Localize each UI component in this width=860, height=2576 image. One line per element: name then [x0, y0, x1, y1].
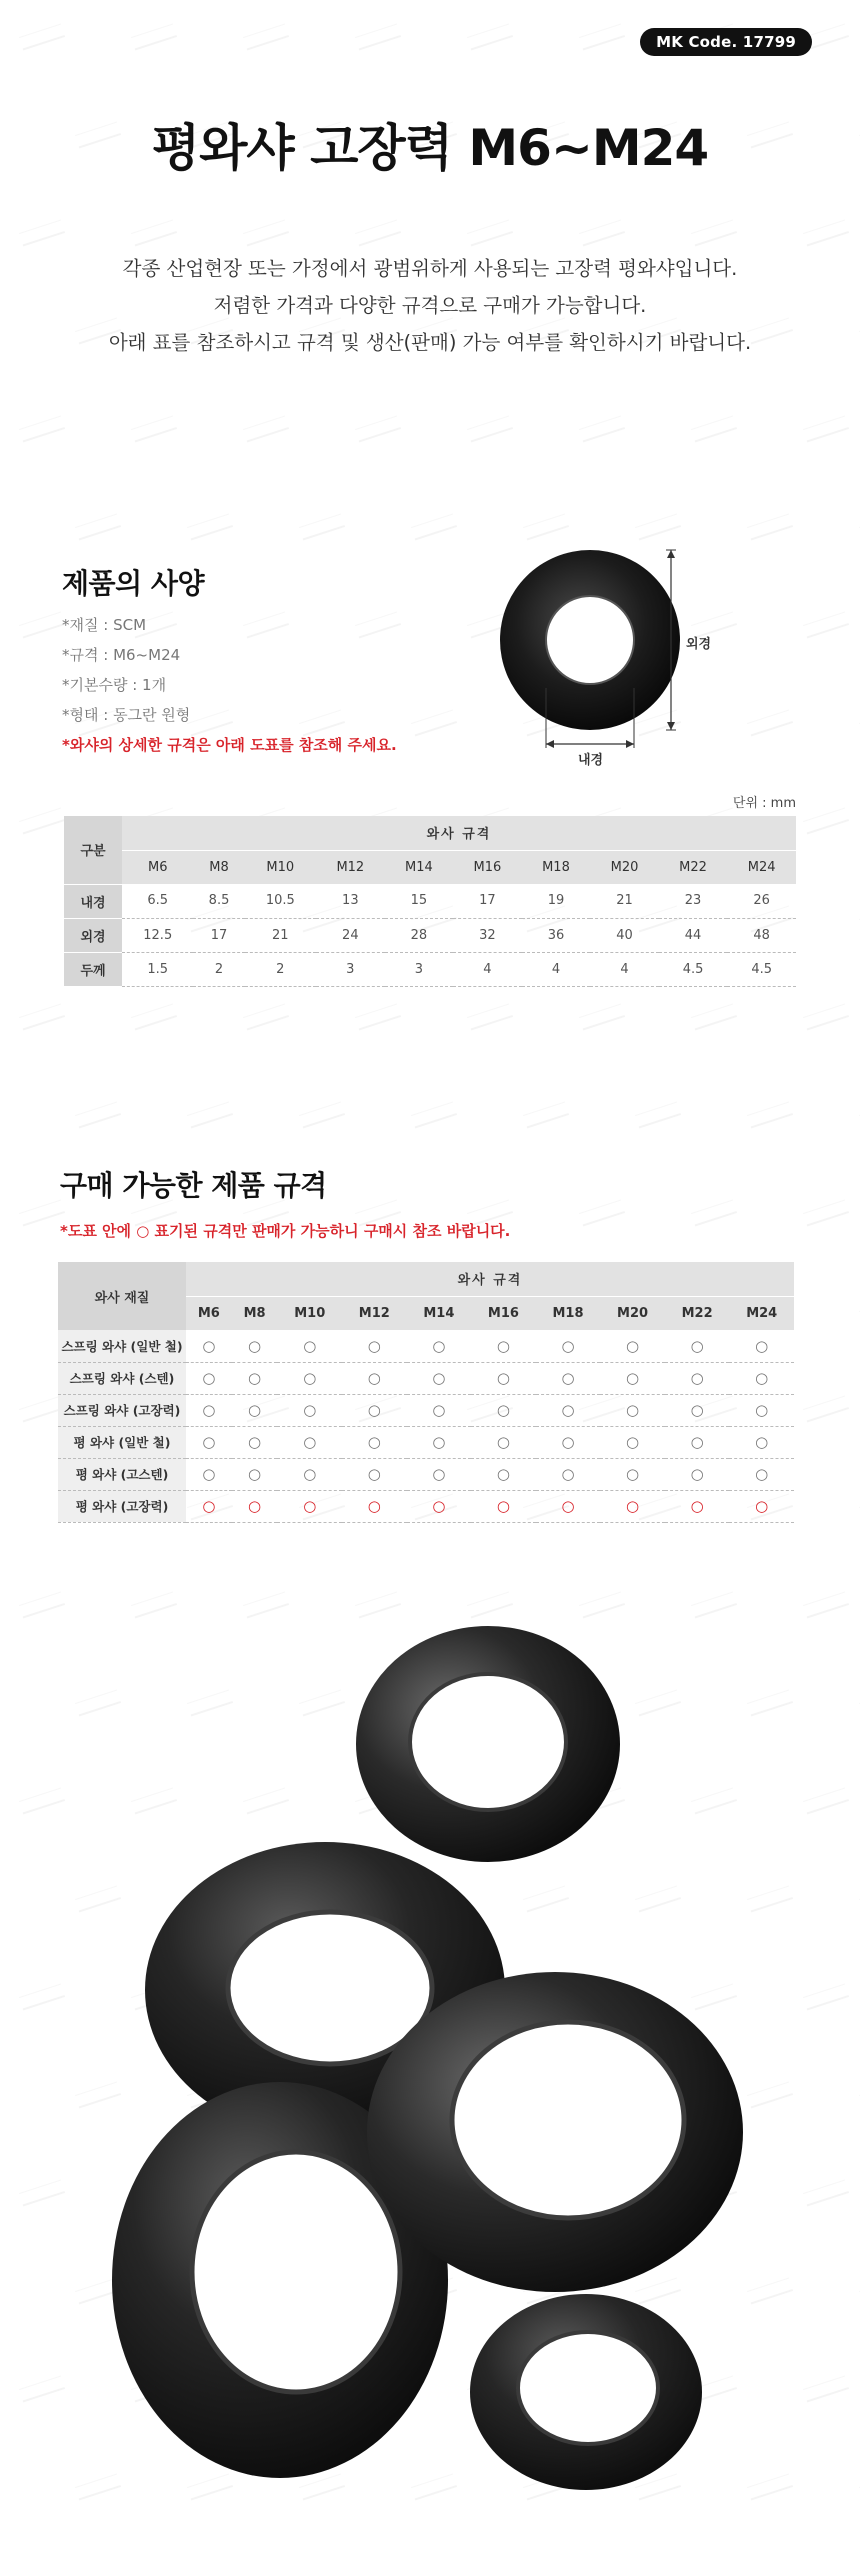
availability-mark: ○ [665, 1426, 730, 1458]
avail-size-header: M12 [342, 1296, 407, 1330]
spec-cell: 32 [453, 918, 522, 952]
watermark-mark [747, 1886, 793, 1913]
availability-mark: ○ [471, 1362, 536, 1394]
availability-mark: ○ [407, 1394, 472, 1426]
intro-line: 각종 산업현장 또는 가정에서 광범위하게 사용되는 고장력 평와샤입니다. [122, 257, 738, 280]
availability-mark: ○ [729, 1394, 794, 1426]
spec-cell: 3 [316, 952, 385, 986]
intro-line: 아래 표를 참조하시고 규격 및 생산(판매) 가능 여부를 확인하시기 바랍니다. [108, 331, 752, 354]
availability-mark: ○ [471, 1330, 536, 1362]
availability-mark: ○ [277, 1330, 342, 1362]
watermark-mark [523, 514, 569, 541]
availability-mark: ○ [536, 1362, 601, 1394]
spec-table-row [64, 952, 796, 986]
watermark-mark [579, 1200, 625, 1227]
availability-mark: ○ [600, 1426, 665, 1458]
watermark-mark [19, 2376, 65, 2403]
availability-mark: ○ [471, 1458, 536, 1490]
watermark-mark [635, 514, 681, 541]
spec-size-header: M22 [659, 850, 728, 884]
availability-mark: ○ [471, 1426, 536, 1458]
avail-table-row [58, 1426, 794, 1458]
spec-section-title: 제품의 사양 [62, 567, 204, 600]
avail-table-row [58, 1362, 794, 1394]
spec-cell: 17 [453, 884, 522, 918]
availability-mark: ○ [600, 1490, 665, 1522]
spec-cell: 4 [590, 952, 659, 986]
watermark-mark [803, 2376, 849, 2403]
watermark-mark [19, 1200, 65, 1227]
spec-cell: 8.5 [193, 884, 244, 918]
watermark-mark [243, 24, 289, 51]
watermark-mark [131, 1004, 177, 1031]
spec-size-header: M18 [522, 850, 591, 884]
availability-mark: ○ [277, 1362, 342, 1394]
spec-table-row [64, 918, 796, 952]
spec-cell: 10.5 [245, 884, 316, 918]
spec-item: *형태 : 동그란 원형 [62, 706, 191, 724]
spec-cell: 3 [385, 952, 454, 986]
availability-mark: ○ [277, 1426, 342, 1458]
avail-size-header: M24 [729, 1296, 794, 1330]
avail-size-header: M18 [536, 1296, 601, 1330]
watermark-mark [19, 1592, 65, 1619]
watermark-mark [635, 1102, 681, 1129]
watermark-mark [803, 2180, 849, 2207]
spec-cell: 19 [522, 884, 591, 918]
avail-row-label: 스프링 와샤 (고장력) [58, 1394, 186, 1426]
watermark-mark [803, 1396, 849, 1423]
watermark-mark [75, 514, 121, 541]
mk-code-badge: MK Code. 17799 [640, 28, 812, 56]
availability-mark: ○ [729, 1362, 794, 1394]
availability-mark: ○ [536, 1330, 601, 1362]
watermark-mark [187, 514, 233, 541]
watermark-mark [19, 220, 65, 247]
watermark-mark [19, 1984, 65, 2011]
spec-cell: 6.5 [122, 884, 193, 918]
availability-mark: ○ [536, 1394, 601, 1426]
availability-mark: ○ [729, 1426, 794, 1458]
spec-row-label: 두께 [64, 952, 122, 986]
avail-size-header: M8 [232, 1296, 278, 1330]
watermark-mark [243, 220, 289, 247]
watermark-mark [19, 808, 65, 835]
spec-cell: 4.5 [727, 952, 796, 986]
spec-cell: 44 [659, 918, 728, 952]
availability-mark: ○ [342, 1362, 407, 1394]
availability-mark: ○ [665, 1394, 730, 1426]
watermark-mark [747, 710, 793, 737]
avail-section-title: 구매 가능한 제품 규격 [60, 1169, 327, 1202]
availability-mark: ○ [536, 1490, 601, 1522]
spec-item: *기본수량 : 1개 [62, 676, 167, 694]
avail-table-row [58, 1330, 794, 1362]
availability-mark: ○ [232, 1426, 278, 1458]
watermark-mark [131, 220, 177, 247]
watermark-mark [803, 1200, 849, 1227]
availability-mark: ○ [232, 1394, 278, 1426]
availability-mark: ○ [232, 1330, 278, 1362]
watermark-mark [19, 24, 65, 51]
availability-mark: ○ [536, 1458, 601, 1490]
watermark-mark [411, 1102, 457, 1129]
avail-size-header: M22 [665, 1296, 730, 1330]
spec-cell: 2 [193, 952, 244, 986]
spec-cell: 21 [245, 918, 316, 952]
watermark-mark [467, 220, 513, 247]
watermark-mark [803, 1788, 849, 1815]
watermark-mark [355, 1004, 401, 1031]
spec-size-header-row [64, 850, 796, 884]
spec-cell: 4.5 [659, 952, 728, 986]
unit-label: 단위 : mm [732, 796, 796, 811]
availability-mark: ○ [232, 1490, 278, 1522]
spec-table-row [64, 884, 796, 918]
availability-mark: ○ [277, 1458, 342, 1490]
availability-mark: ○ [665, 1458, 730, 1490]
inner-diameter-label: 내경 [578, 753, 604, 768]
watermark-mark [579, 24, 625, 51]
availability-mark: ○ [407, 1426, 472, 1458]
avail-table-body [58, 1330, 794, 1522]
watermark-mark [75, 1102, 121, 1129]
watermark-mark [803, 220, 849, 247]
avail-table-group-header: 와사 규격 [186, 1262, 794, 1296]
avail-table-corner: 와사 재질 [58, 1262, 186, 1330]
watermark-mark [691, 220, 737, 247]
availability-mark: ○ [407, 1362, 472, 1394]
avail-row-label: 스프링 와샤 (일반 철) [58, 1330, 186, 1362]
availability-mark: ○ [342, 1426, 407, 1458]
spec-cell: 23 [659, 884, 728, 918]
spec-size-header: M6 [122, 850, 193, 884]
washer-large-right [367, 1972, 743, 2292]
page-title: 평와샤 고장력 M6~M24 [151, 119, 709, 177]
availability-mark: ○ [600, 1362, 665, 1394]
spec-size-header: M16 [453, 850, 522, 884]
watermark-mark [747, 2278, 793, 2305]
washers-product-photo [110, 1520, 750, 2520]
spec-table-body [64, 884, 796, 986]
watermark-mark [691, 1200, 737, 1227]
availability-mark: ○ [729, 1330, 794, 1362]
spec-cell: 28 [385, 918, 454, 952]
watermark-mark [523, 1102, 569, 1129]
availability-mark: ○ [729, 1490, 794, 1522]
spec-cell: 21 [590, 884, 659, 918]
spec-item: *재질 : SCM [62, 616, 147, 634]
watermark-mark [803, 1984, 849, 2011]
watermark-mark [803, 612, 849, 639]
spec-row-label: 외경 [64, 918, 122, 952]
watermark-mark [691, 1004, 737, 1031]
watermark-mark [579, 1004, 625, 1031]
availability-mark: ○ [600, 1458, 665, 1490]
availability-mark: ○ [536, 1426, 601, 1458]
outer-diameter-label: 외경 [686, 637, 712, 652]
watermark-mark [467, 1004, 513, 1031]
availability-table [58, 1262, 794, 1523]
watermark-mark [747, 1102, 793, 1129]
watermark-mark [747, 2082, 793, 2109]
watermark-mark [803, 808, 849, 835]
availability-mark: ○ [600, 1330, 665, 1362]
watermark-mark [19, 2180, 65, 2207]
avail-table-row [58, 1458, 794, 1490]
spec-cell: 40 [590, 918, 659, 952]
availability-mark: ○ [665, 1330, 730, 1362]
watermark-mark [19, 416, 65, 443]
spec-cell: 15 [385, 884, 454, 918]
availability-mark: ○ [471, 1394, 536, 1426]
watermark-mark [467, 24, 513, 51]
watermark-mark [579, 416, 625, 443]
avail-table-row [58, 1394, 794, 1426]
spec-size-header: M24 [727, 850, 796, 884]
spec-size-header: M8 [193, 850, 244, 884]
washer-small [470, 2294, 702, 2490]
availability-mark: ○ [471, 1490, 536, 1522]
availability-mark: ○ [407, 1490, 472, 1522]
spec-size-header: M20 [590, 850, 659, 884]
availability-mark: ○ [186, 1362, 232, 1394]
availability-mark: ○ [342, 1458, 407, 1490]
avail-size-header: M16 [471, 1296, 536, 1330]
availability-mark: ○ [665, 1362, 730, 1394]
watermark-mark [747, 514, 793, 541]
intro-text [0, 250, 860, 361]
intro-line: 저렴한 가격과 다양한 규격으로 구매가 가능합니다. [213, 294, 647, 317]
watermark-mark [467, 416, 513, 443]
washer-medium-top [356, 1626, 620, 1862]
watermark-mark [803, 1592, 849, 1619]
avail-row-label: 평 와샤 (일반 철) [58, 1426, 186, 1458]
availability-mark: ○ [186, 1394, 232, 1426]
avail-note: *도표 안에 ○ 표기된 규격만 판매가 가능하니 구매시 참조 바랍니다. [60, 1222, 511, 1240]
spec-cell: 17 [193, 918, 244, 952]
watermark-mark [579, 220, 625, 247]
availability-mark: ○ [665, 1490, 730, 1522]
spec-cell: 26 [727, 884, 796, 918]
spec-table-group-header: 와사 규격 [122, 816, 796, 850]
availability-mark: ○ [232, 1458, 278, 1490]
availability-mark: ○ [342, 1490, 407, 1522]
spec-cell: 13 [316, 884, 385, 918]
watermark-mark [803, 416, 849, 443]
spec-cell: 12.5 [122, 918, 193, 952]
watermark-mark [355, 24, 401, 51]
spec-cell: 24 [316, 918, 385, 952]
watermark-mark [299, 514, 345, 541]
watermark-mark [19, 1004, 65, 1031]
spec-cell: 4 [522, 952, 591, 986]
availability-mark: ○ [600, 1394, 665, 1426]
watermark-mark [187, 1102, 233, 1129]
availability-mark: ○ [186, 1458, 232, 1490]
watermark-mark [299, 1102, 345, 1129]
availability-mark: ○ [729, 1458, 794, 1490]
avail-size-header: M20 [600, 1296, 665, 1330]
spec-cell: 2 [245, 952, 316, 986]
availability-mark: ○ [277, 1490, 342, 1522]
watermark-mark [243, 1004, 289, 1031]
watermark-mark [19, 1788, 65, 1815]
avail-size-header: M10 [277, 1296, 342, 1330]
watermark-mark [411, 514, 457, 541]
avail-row-label: 스프링 와샤 (스텐) [58, 1362, 186, 1394]
spec-list [62, 610, 482, 760]
spec-item: *규격 : M6~M24 [62, 646, 181, 664]
spec-table [64, 816, 796, 987]
watermark-mark [691, 416, 737, 443]
avail-table-row [58, 1490, 794, 1522]
spec-table-corner: 구분 [64, 816, 122, 884]
watermark-mark [131, 24, 177, 51]
availability-mark: ○ [407, 1330, 472, 1362]
watermark-mark [355, 416, 401, 443]
watermark-mark [747, 1690, 793, 1717]
washer-dimension-diagram [490, 548, 750, 768]
watermark-mark [803, 1004, 849, 1031]
availability-mark: ○ [186, 1490, 232, 1522]
spec-row-label: 내경 [64, 884, 122, 918]
watermark-mark [243, 416, 289, 443]
spec-cell: 48 [727, 918, 796, 952]
watermark-mark [747, 2474, 793, 2501]
avail-size-header: M6 [186, 1296, 232, 1330]
avail-size-header: M14 [407, 1296, 472, 1330]
availability-mark: ○ [232, 1362, 278, 1394]
availability-mark: ○ [342, 1394, 407, 1426]
spec-size-header: M10 [245, 850, 316, 884]
spec-note: *와샤의 상세한 규격은 아래 도표를 참조해 주세요. [62, 736, 397, 754]
watermark-mark [131, 416, 177, 443]
availability-mark: ○ [342, 1330, 407, 1362]
spec-size-header: M12 [316, 850, 385, 884]
watermark-mark [355, 220, 401, 247]
spec-cell: 4 [453, 952, 522, 986]
spec-size-header: M14 [385, 850, 454, 884]
watermark-mark [19, 612, 65, 639]
spec-cell: 1.5 [122, 952, 193, 986]
availability-mark: ○ [277, 1394, 342, 1426]
availability-mark: ○ [407, 1458, 472, 1490]
avail-row-label: 평 와샤 (고장력) [58, 1490, 186, 1522]
availability-mark: ○ [186, 1426, 232, 1458]
avail-row-label: 평 와샤 (고스텐) [58, 1458, 186, 1490]
availability-mark: ○ [186, 1330, 232, 1362]
spec-cell: 36 [522, 918, 591, 952]
